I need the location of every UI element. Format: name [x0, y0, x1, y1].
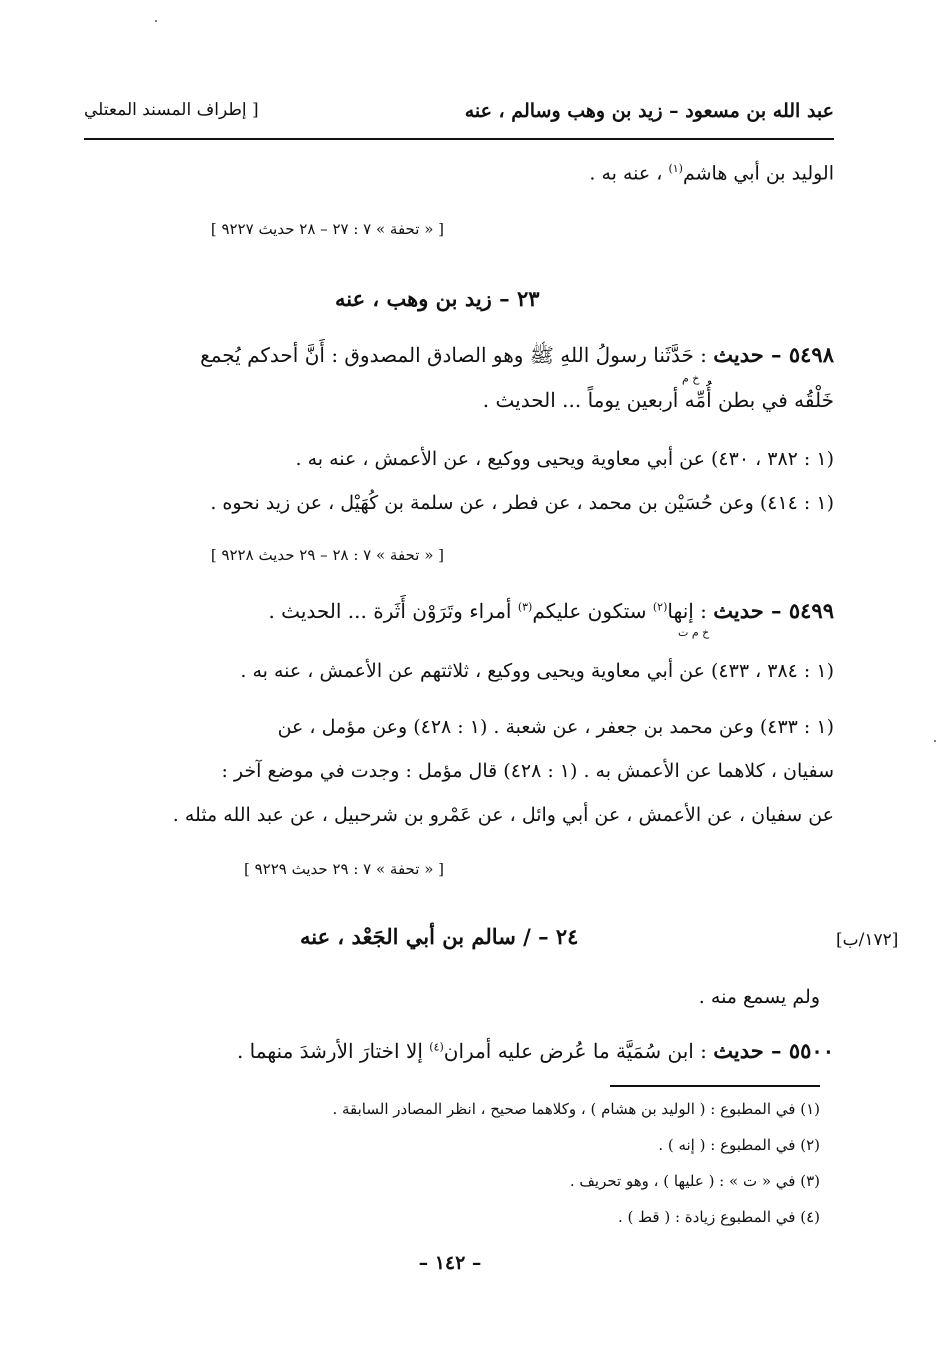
footnote: (٤) في المطبوع زيادة : ( قط ) .: [618, 1208, 820, 1226]
section-heading: ٢٤ – / سالم بن أبي الجَعْد ، عنه: [300, 924, 579, 949]
running-header: [84, 100, 834, 130]
hadith-line: ٥٤٩٩ – حديث : إنها$^{(٢)}$ ستكون عليكم$^{(٣)}$ أمراء وتَرَوْن أَثَرة ... الحديث .: [268, 598, 834, 623]
hadith-number: ٥٤٩٩ – حديث: [713, 598, 834, 623]
source-line: عن سفيان ، عن الأعمش ، عن أبي وائل ، عن عَمْرو بن شرحبيل ، عن عبد الله مثله .: [172, 804, 834, 826]
header-divider: [84, 138, 834, 140]
footnote-divider: [610, 1085, 820, 1087]
source-line: (١ : ٣٨٢ ، ٤٣٠) عن أبي معاوية ويحيى ووكيع ، عن الأعمش ، عنه به .: [295, 448, 834, 470]
footnote: (١) في المطبوع : ( الوليد بن هشام ) ، وكلاهما صحيح ، انظر المصادر السابقة .: [332, 1100, 820, 1118]
section-heading: ٢٣ – زيد بن وهب ، عنه: [335, 286, 540, 311]
tuhfa-reference: [ « تحفة » ٧ : ٢٨ – ٢٩ حديث ٩٢٢٨ ]: [210, 546, 444, 564]
hadith-line: ٥٤٩٨ – حديث : حَدَّثَنا رسولُ اللهِ ﷺ وهو الصادق المصدوق : أَنَّ أحدكم يُجمع: [200, 342, 834, 367]
hadith-line: خَلْقُه في بطن أُمِّه أربعين يوماً ... الحديث .: [482, 388, 834, 412]
hadith-number: ٥٤٩٨ – حديث: [713, 342, 834, 367]
hadith-line: ٥٥٠٠ – حديث : ابن سُمَيَّة ما عُرض عليه أمران$^{(٤)}$ إلا اختارَ الأرشدَ منهما .: [236, 1038, 834, 1063]
source-line: (١ : ٤٣٣) وعن محمد بن جعفر ، عن شعبة . (١ : ٤٢٨) وعن مؤمل ، عن: [277, 716, 834, 738]
footnote-ref: (٣): [517, 600, 533, 614]
tuhfa-reference: [ « تحفة » ٧ : ٢٩ حديث ٩٢٢٩ ]: [243, 860, 444, 878]
hadith-number: ٥٥٠٠ – حديث: [713, 1038, 834, 1063]
header-chapter-title: عبد الله بن مسعود – زيد بن وهب وسالم ، عنه: [464, 100, 834, 122]
source-marker: خ م: [682, 372, 700, 385]
scan-speck: [934, 740, 936, 742]
source-line: (١ : ٤١٤) وعن حُسَيْن بن محمد ، عن فطر ، عن سلمة بن كُهَيْل ، عن زيد نحوه .: [210, 492, 834, 514]
scan-speck: [155, 20, 157, 22]
header-book-title: [ إطراف المسند المعتلي: [84, 100, 259, 120]
footnote: (٢) في المطبوع : ( إنه ) .: [658, 1136, 820, 1154]
footnote-ref: (٢): [652, 600, 668, 614]
text-line: ولم يسمع منه .: [698, 986, 820, 1008]
source-line: سفيان ، كلاهما عن الأعمش به . (١ : ٤٢٨) قال مؤمل : وجدت في موضع آخر :: [221, 760, 834, 782]
footnote-ref: (١): [668, 162, 683, 175]
source-line: (١ : ٣٨٤ ، ٤٣٣) عن أبي معاوية ويحيى ووكيع ، ثلاثتهم عن الأعمش ، عنه به .: [240, 660, 834, 682]
text-line: الوليد بن أبي هاشم$^{(١)}$ ، عنه به .: [589, 162, 834, 185]
footnote-ref: (٤): [429, 1040, 444, 1054]
manuscript-folio-marker: [١٧٢/ب]: [836, 930, 899, 950]
page-number: – ١٤٢ –: [418, 1252, 482, 1274]
source-marker: خ م ت: [678, 626, 710, 639]
tuhfa-reference: [ « تحفة » ٧ : ٢٧ – ٢٨ حديث ٩٢٢٧ ]: [210, 220, 444, 238]
footnote: (٣) في « ت » : ( عليها ) ، وهو تحريف .: [569, 1172, 820, 1190]
